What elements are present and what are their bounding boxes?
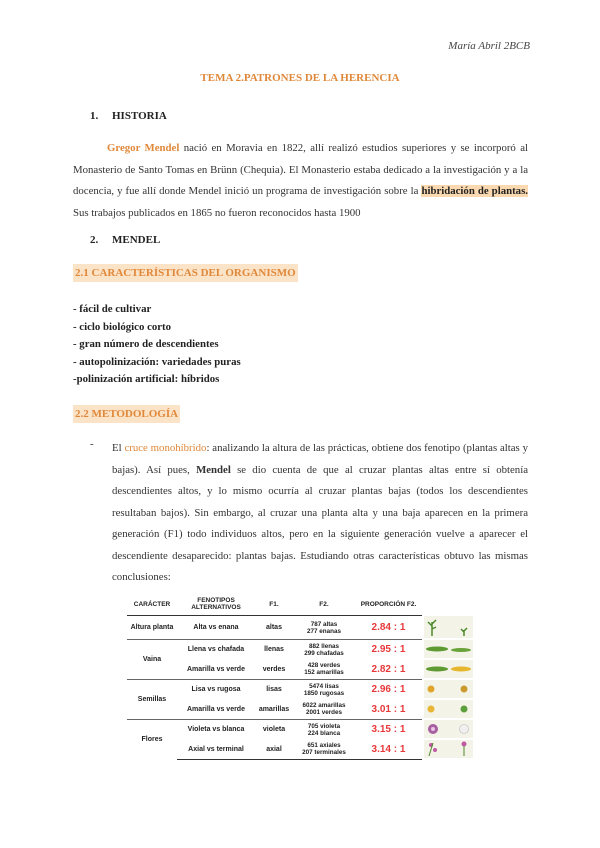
section-2-heading xyxy=(90,234,160,246)
mendel-results-figure xyxy=(127,593,473,757)
cell-f1: lisas xyxy=(255,680,293,700)
list-item: -polinización artificial: híbridos xyxy=(73,373,220,385)
cell-f2: 787 altas 277 enanas xyxy=(307,620,341,635)
cell-ratio: 2.96 : 1 xyxy=(355,680,422,700)
cell-fenotipos: Amarilla vs verde xyxy=(187,705,245,713)
cell-f1: amarillas xyxy=(258,705,290,713)
history-text-1: nació en Moravia en 1822, allí realizó estudios superiores y se incorporó al Monasterio de Santo Tomas en Brünn (Chequia). El Monasterio estaba dedicado a la investigación y a la docencia, y fue allí donde Mendel inició un programa de investigación sobre la xyxy=(73,142,529,197)
cell-f2: 6022 amarillas 2001 verdes xyxy=(302,702,346,717)
header-caracter: CARÁCTER xyxy=(127,593,177,616)
group-flores: Flores xyxy=(127,720,177,760)
table-row xyxy=(127,720,422,740)
table-row xyxy=(127,640,422,660)
header-f1: F1. xyxy=(255,593,293,616)
seed-icon xyxy=(424,680,473,698)
author-name: María Abril 2BCB xyxy=(448,40,530,52)
monohybrid-cross-term: cruce monohíbrido xyxy=(124,442,207,454)
section-1-heading xyxy=(90,110,167,122)
cell-f2: 428 verdes 152 amarillas xyxy=(304,662,344,677)
list-item: - autopolinización: variedades puras xyxy=(73,355,241,368)
cell-f2: 5474 lisas 1850 rugosas xyxy=(293,680,355,700)
cell-ratio: 2.95 : 1 xyxy=(355,640,422,660)
list-item: - fácil de cultivar xyxy=(73,303,152,315)
section-2-title: MENDEL xyxy=(112,234,161,246)
cell-fenotipos: Amarilla vs verde xyxy=(187,665,245,673)
group-semillas: Semillas xyxy=(127,680,177,720)
cell-f1: verdes xyxy=(262,665,286,673)
cell-f1: axial xyxy=(255,740,293,760)
pod-icon xyxy=(424,660,473,678)
list-item: - gran número de descendientes xyxy=(73,338,219,350)
bullet-part-3: se dio cuenta de que al cruzar plantas altas entre sí obtenía descendientes altos, y lo mismo ocurría al cruzar plantas bajas (todos los descendientes resultaban bajos). Sin embargo, al cruzar una planta alta y una baja aparecen en la primera generación (F1) todo individuos altos, pero en la siguiente generación vuelve a aparecer el descendiente desaparecido: plantas bajas. Estudiando otras características obtuvo las mismas conclusiones: xyxy=(112,463,528,583)
section-1-title: HISTORIA xyxy=(112,110,167,122)
header-f2: F2. xyxy=(293,593,355,616)
cell-ratio: 3.14 : 1 xyxy=(355,740,422,760)
group-vaina: Vaina xyxy=(127,640,177,680)
cell-ratio: 2.84 : 1 xyxy=(371,622,406,633)
cell-f1: llenas xyxy=(255,640,293,660)
bullet-part-1: El xyxy=(112,442,125,454)
section-1-number: 1. xyxy=(90,110,99,122)
mendel-name: Gregor Mendel xyxy=(107,142,180,154)
cell-fenotipos: Lisa vs rugosa xyxy=(177,680,255,700)
bullet-dash: - xyxy=(90,438,94,450)
cell-f1: violeta xyxy=(255,720,293,740)
cell-fenotipos: Violeta vs blanca xyxy=(177,720,255,740)
section-2-number: 2. xyxy=(90,234,99,246)
plant-icon xyxy=(424,616,473,638)
table-row xyxy=(127,680,422,700)
page-title: TEMA 2.PATRONES DE LA HERENCIA xyxy=(200,72,400,84)
group-altura: Altura planta xyxy=(130,624,174,631)
history-paragraph xyxy=(73,138,528,224)
table-row xyxy=(127,616,422,640)
hybridization-highlight: hibridación de plantas. xyxy=(421,185,528,197)
subsection-2-2-heading: 2.2 METODOLOGÍA xyxy=(73,405,180,423)
methodology-text xyxy=(112,438,528,589)
cell-f1: altas xyxy=(266,624,282,631)
results-table xyxy=(127,593,422,760)
table-header-row xyxy=(127,593,422,616)
flower-icon xyxy=(424,720,473,738)
cell-fenotipos: Llena vs chafada xyxy=(177,640,255,660)
list-item: - ciclo biológico corto xyxy=(73,320,172,333)
cell-f2: 705 violeta 224 blanca xyxy=(293,720,355,740)
bullet-part-2: : analizando la altura de las prácticas, obtiene dos fenotipo (plantas altas y bajas). Así pues, xyxy=(112,442,529,476)
seed-icon xyxy=(424,700,473,718)
flower-icon xyxy=(424,740,473,758)
cell-f2: 882 llenas 299 chafadas xyxy=(293,640,355,660)
organism-characteristics-list xyxy=(73,301,241,389)
cell-ratio: 2.82 : 1 xyxy=(371,663,406,675)
pod-icon xyxy=(424,640,473,658)
subsection-2-1-heading: 2.1 CARACTERÍSTICAS DEL ORGANISMO xyxy=(73,264,298,282)
cell-fenotipos: Axial vs terminal xyxy=(177,740,255,760)
history-text-2: Sus trabajos publicados en 1865 no fueron reconocidos hasta 1900 xyxy=(73,206,361,219)
cell-f2: 651 axiales 207 terminales xyxy=(293,740,355,760)
mendel-bold: Mendel xyxy=(196,463,231,476)
cell-ratio: 3.01 : 1 xyxy=(371,703,406,715)
header-fenotipos: FENOTIPOS ALTERNATIVOS xyxy=(177,593,255,616)
header-proporcion: PROPORCIÓN F2. xyxy=(355,593,422,616)
cell-fenotipos: Alta vs enana xyxy=(193,624,239,631)
cell-ratio: 3.15 : 1 xyxy=(355,720,422,740)
